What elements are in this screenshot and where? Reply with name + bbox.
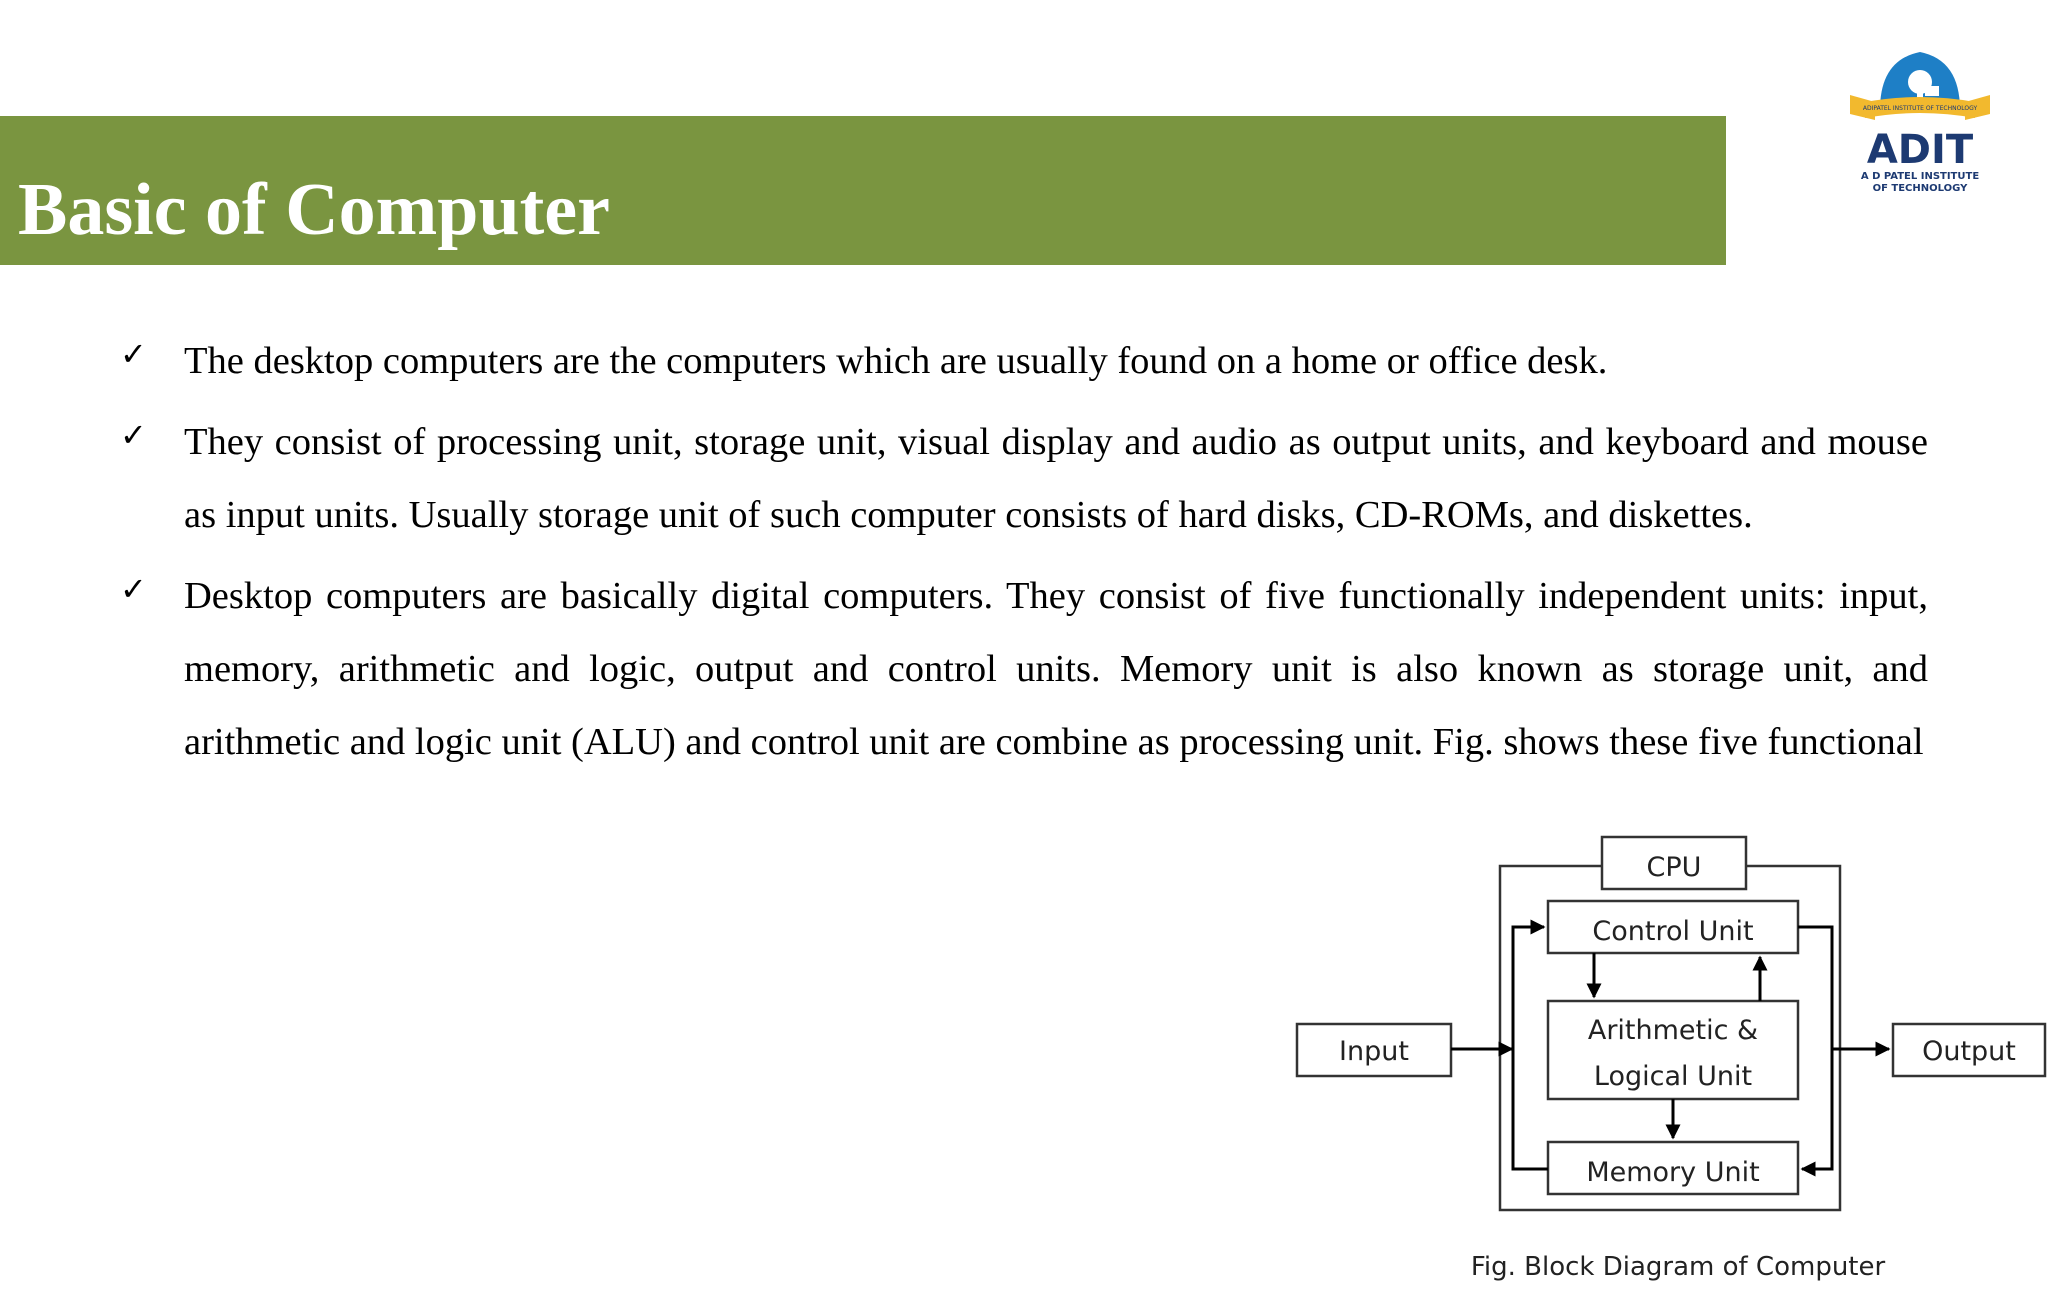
bullet-text: They consist of processing unit, storage unit, visual display and audio as output units, and keyboard and mouse as input units. Usually storage unit of such computer consists of hard disks, CD-ROMs, and diskettes. <box>184 421 1928 536</box>
check-mark-icon: ✓ <box>120 570 147 608</box>
bullet-text: The desktop computers are the computers which are usually found on a home or office desk. <box>184 340 1608 382</box>
svg-text:ADIPATEL INSTITUTE OF TECHNOLO: ADIPATEL INSTITUTE OF TECHNOLOGY <box>1862 105 1978 112</box>
bullet-text: Desktop computers are basically digital computers. They consist of five functionally independent units: input, memory, arithmetic and logic, output and control units. Memory unit is also known as storage unit, and arithmetic and logic unit (ALU) and control unit are combine as processing unit. Fig. shows these five functional <box>184 575 1928 763</box>
block-diagram <box>1290 830 2048 1290</box>
check-mark-icon: ✓ <box>120 335 147 373</box>
bullet-item <box>120 325 1928 398</box>
input-label: Input <box>1339 1036 1409 1067</box>
cpu-label: CPU <box>1646 852 1702 883</box>
bullet-list <box>120 325 1928 787</box>
logo-line1: A D PATEL INSTITUTE <box>1860 171 1980 182</box>
output-label: Output <box>1922 1036 2016 1067</box>
check-mark-icon: ✓ <box>120 416 147 454</box>
slide-title: Basic of Computer <box>18 169 610 251</box>
alu-label-line1: Arithmetic & <box>1587 1015 1759 1046</box>
adit-logo <box>1835 40 2005 200</box>
bullet-item <box>120 406 1928 552</box>
bullet-item <box>120 560 1928 779</box>
figure-caption: Fig. Block Diagram of Computer <box>1470 1252 1886 1282</box>
logo-name: ADIT <box>1866 127 1974 173</box>
memory-unit-label: Memory Unit <box>1586 1157 1760 1188</box>
alu-label-line2: Logical Unit <box>1593 1061 1753 1092</box>
logo-line2: OF TECHNOLOGY <box>1872 183 1968 194</box>
control-unit-label: Control Unit <box>1592 916 1754 947</box>
